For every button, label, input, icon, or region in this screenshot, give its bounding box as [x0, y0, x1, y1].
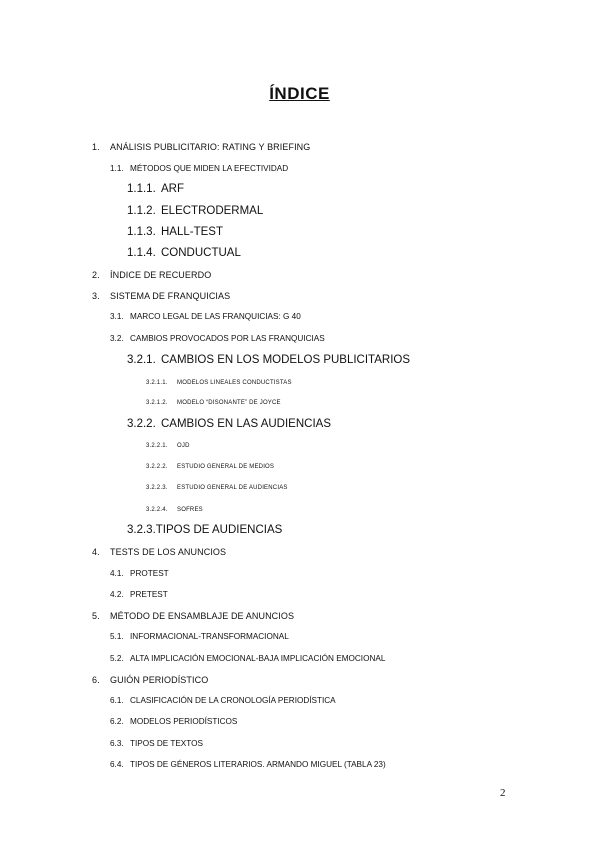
toc-label: ÍNDICE DE RECUERDO: [110, 270, 212, 280]
toc-label: MÉTODO DE ENSAMBLAJE DE ANUNCIOS: [110, 611, 295, 621]
toc-label: TIPOS DE TEXTOS: [130, 739, 203, 748]
toc-entry[interactable]: [110, 313, 301, 321]
toc-entry[interactable]: [146, 507, 203, 513]
toc-number: 6.4.: [110, 760, 124, 769]
toc-number: 5.1.: [110, 632, 124, 641]
toc-label: ELECTRODERMAL: [161, 205, 264, 217]
toc-entry[interactable]: [127, 525, 282, 537]
toc-number: 1.1.4.: [127, 247, 156, 259]
toc-number: 2.: [92, 270, 100, 280]
toc-number: 6.3.: [110, 739, 124, 748]
toc-label: 3.2.3.TIPOS DE AUDIENCIAS: [127, 524, 283, 536]
toc-label: CAMBIOS PROVOCADOS POR LAS FRANQUICIAS: [130, 334, 325, 343]
toc-entry[interactable]: [127, 206, 263, 218]
toc-label: SOFRES: [177, 507, 203, 513]
toc-number: 1.1.1.: [127, 183, 156, 195]
toc-number: 6.: [92, 675, 100, 685]
toc-number: 3.2.1.: [127, 354, 156, 366]
toc-label: ANÁLISIS PUBLICITARIO: RATING Y BRIEFING: [110, 142, 311, 152]
toc-number: 5.: [92, 611, 100, 621]
toc-entry[interactable]: [146, 464, 274, 470]
toc-label: ESTUDIO GENERAL DE AUDIENCIAS: [177, 485, 288, 491]
toc-entry[interactable]: [110, 165, 288, 173]
toc-entry[interactable]: [110, 718, 237, 726]
toc-number: 3.1.: [110, 312, 124, 321]
toc-number: 3.2.2.: [127, 418, 156, 430]
toc-label: MÉTODOS QUE MIDEN LA EFECTIVIDAD: [130, 164, 289, 173]
toc-number: 3.2.2.1.: [146, 443, 168, 449]
toc-number: 3.2.2.3.: [146, 485, 168, 491]
toc-label: CONDUCTUAL: [161, 247, 241, 259]
toc-entry[interactable]: [146, 443, 190, 449]
toc-entry[interactable]: [92, 292, 230, 301]
toc-entry[interactable]: [92, 271, 211, 280]
toc-label: ALTA IMPLICACIÓN EMOCIONAL-BAJA IMPLICACIÓN EMOCIONAL: [130, 654, 386, 663]
toc-label: TIPOS DE GÉNEROS LITERARIOS. ARMANDO MIGUEL (TABLA 23): [130, 760, 386, 769]
toc-entry[interactable]: [110, 655, 385, 663]
toc-label: PRETEST: [130, 590, 168, 599]
toc-label: MARCO LEGAL DE LAS FRANQUICIAS: G 40: [130, 312, 301, 321]
toc-entry[interactable]: [127, 184, 184, 196]
toc-label: CLASIFICACIÓN DE LA CRONOLOGÍA PERIODÍSTICA: [130, 696, 336, 705]
toc-label: CAMBIOS EN LOS MODELOS PUBLICITARIOS: [161, 354, 411, 366]
toc-entry[interactable]: [92, 612, 294, 621]
toc-label: MODELOS PERIODÍSTICOS: [130, 717, 238, 726]
toc-number: 5.2.: [110, 654, 124, 663]
toc-label: INFORMACIONAL-TRANSFORMACIONAL: [130, 632, 289, 641]
toc-label: PROTEST: [130, 569, 169, 578]
toc-label: OJD: [177, 443, 190, 449]
toc-number: 6.2.: [110, 717, 124, 726]
toc-label: MODELOS LINEALES CONDUCTISTAS: [177, 380, 292, 386]
toc-entry[interactable]: [92, 676, 208, 685]
toc-label: HALL-TEST: [161, 226, 223, 238]
toc-number: 3.2.2.2.: [146, 464, 168, 470]
page-title: ÍNDICE: [269, 84, 330, 103]
toc-entry[interactable]: [146, 400, 281, 406]
toc-number: 6.1.: [110, 696, 124, 705]
toc-entry[interactable]: [146, 485, 288, 491]
toc-label: TESTS DE LOS ANUNCIOS: [110, 547, 227, 557]
toc-entry[interactable]: [110, 740, 203, 748]
toc-entry[interactable]: [127, 248, 241, 260]
toc-number: 3.2.1.2.: [146, 400, 168, 406]
toc-number: 3.2.1.1.: [146, 380, 168, 386]
toc-label: CAMBIOS EN LAS AUDIENCIAS: [161, 418, 331, 430]
toc-label: ARF: [161, 183, 184, 195]
toc-number: 1.1.2.: [127, 205, 156, 217]
toc-label: MODELO “DISONANTE” DE JOYCE: [177, 400, 281, 406]
toc-entry[interactable]: [92, 548, 226, 557]
toc-number: 1.1.: [110, 164, 124, 173]
toc-number: 1.: [92, 142, 100, 152]
toc-number: 4.: [92, 547, 100, 557]
toc-number: 4.1.: [110, 569, 124, 578]
toc-entry[interactable]: [127, 419, 331, 431]
toc-entry[interactable]: [110, 633, 289, 641]
toc-number: 3.2.2.4.: [146, 507, 168, 513]
toc-label: GUIÓN PERIODÍSTICO: [110, 675, 209, 685]
toc-number: 1.1.3.: [127, 226, 156, 238]
toc-number: 4.2.: [110, 590, 124, 599]
toc-label: ESTUDIO GENERAL DE MEDIOS: [177, 464, 275, 470]
toc-entry[interactable]: [110, 591, 168, 599]
toc-entry[interactable]: [110, 697, 336, 705]
toc-number: 3.2.: [110, 334, 124, 343]
toc-entry[interactable]: [110, 335, 325, 343]
toc-entry[interactable]: [146, 380, 292, 386]
toc-entry[interactable]: [92, 143, 310, 152]
toc-entry[interactable]: [110, 761, 386, 769]
toc-number: 3.: [92, 291, 100, 301]
toc-label: SISTEMA DE FRANQUICIAS: [110, 291, 231, 301]
toc-entry[interactable]: [127, 227, 223, 239]
page-number: 2: [500, 787, 506, 799]
toc-entry[interactable]: [110, 570, 169, 578]
toc-entry[interactable]: [127, 355, 410, 367]
